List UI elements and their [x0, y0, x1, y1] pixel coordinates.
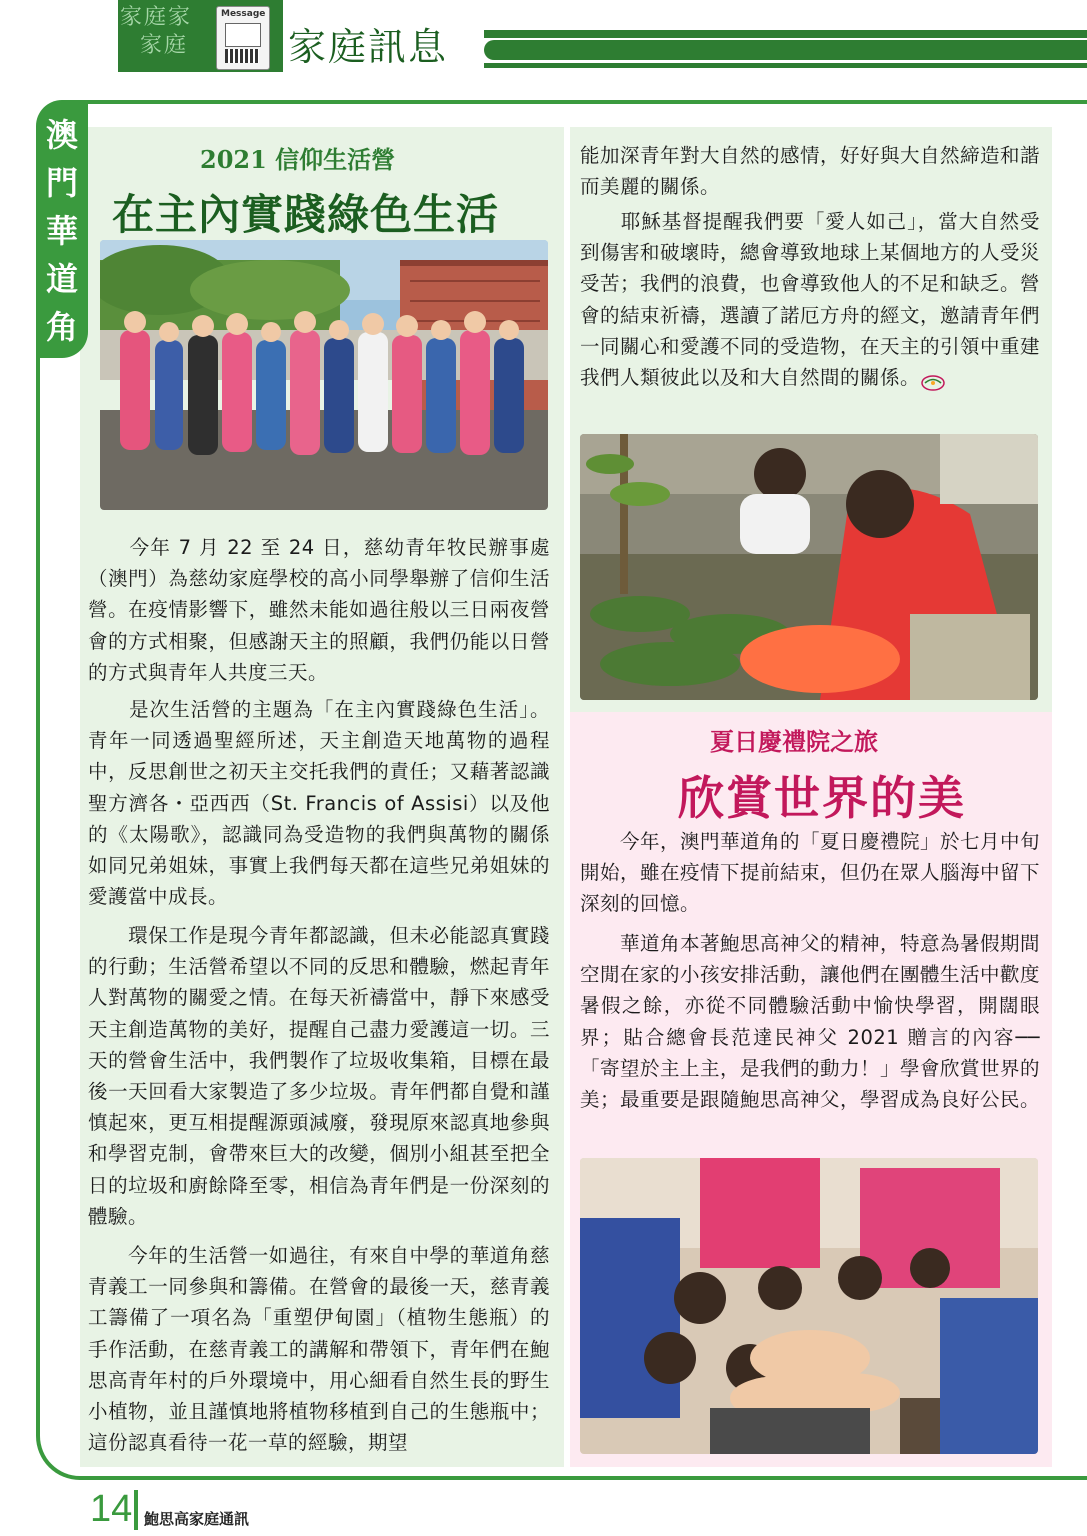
header-stripe-bottom [484, 63, 1087, 68]
article1-paragraph: 環保工作是現今青年都認識，但未必能認真實踐的行動；生活營希望以不同的反思和體驗，燃起青年人對萬物的關愛之情。在每天祈禱當中，靜下來感受天主創造萬物的美好，提醒自己盡力愛護這一切。三天的營會生活中，我們製作了垃圾收集箱，目標在最後一天回看大家製造了多少垃圾。青年們都自覺和謹慎起來，更互相提醒源頭減廢，發現原來認真地參與和學習克制，會帶來巨大的改變，個別小組甚至把全日的垃圾和廚餘降至零，相信為青年們是一份深刻的體驗。 [88, 924, 550, 1228]
barcode-icon [225, 49, 259, 63]
header-stripe [484, 40, 1087, 60]
article1-continued-paragraph: 能加深青年對大自然的感情，好好與大自然締造和諧而美麗的關係。 [580, 144, 1041, 199]
side-tab-char: 道 [45, 260, 78, 298]
message-card-icon [216, 6, 270, 70]
header-deco-line1: 家庭家 [120, 5, 193, 30]
planting-photo [580, 434, 1038, 700]
group-photo [100, 240, 548, 510]
section-title: 家庭訊息 [288, 25, 449, 69]
article2-subtitle: 夏日慶禮院之旅 [710, 728, 878, 756]
header-deco-line2: 家庭 [140, 33, 189, 58]
side-tab-char: 澳 [45, 116, 78, 154]
team-hands-photo [580, 1158, 1038, 1454]
header-decoration [120, 4, 230, 68]
article1-subtitle: 2021 信仰生活營 [200, 145, 396, 174]
article1-continued-text: 耶穌基督提醒我們要「愛人如己」，當大自然受到傷害和破壞時，總會導致地球上某個地方的人受災受苦；我們的浪費，也會導致他人的不足和缺乏。營會的結束祈禱，選讀了諾厄方舟的經文，邀請青年們一同關心和愛護不同的受造物，在天主的引領中重建我們人類彼此以及和大自然間的關係。 [580, 210, 1041, 390]
side-tab-char: 門 [45, 164, 78, 202]
message-box [225, 23, 261, 47]
page-number: 14 [90, 1488, 133, 1530]
footer-divider [134, 1490, 138, 1530]
article1-paragraph: 是次生活營的主題為「在主內實踐綠色生活」。青年一同透過聖經所述，天主創造天地萬物的過程中，反思創世之初天主交托我們的責任；又藉著認識聖方濟各・亞西西（St. Francis of Assisi）以及他的《太陽歌》，認識同為受造物的我們與萬物的關係如同兄弟姐妹，事實上我們每天都在這些兄弟姐妹的愛護當中成長。 [88, 698, 550, 909]
article1-continued-paragraph [580, 206, 1040, 393]
side-tab-char: 華 [45, 212, 78, 250]
message-label: Message [221, 9, 266, 19]
publication-name: 鮑思高家庭通訊 [144, 1510, 250, 1528]
article1-title: 在主內實踐綠色生活 [112, 190, 500, 239]
side-tab [36, 100, 88, 358]
end-mark-icon [920, 370, 946, 388]
header-stripe-top [484, 30, 1087, 38]
article2-paragraph: 今年，澳門華道角的「夏日慶禮院」於七月中旬開始，雖在疫情下提前結束，但仍在眾人腦海中留下深刻的回憶。 [580, 830, 1041, 916]
article1-paragraph: 今年的生活營一如過往，有來自中學的華道角慈青義工一同參與和籌備。在營會的最後一天，慈青義工籌備了一項名為「重塑伊甸園」（植物生態瓶）的手作活動，在慈青義工的講解和帶領下，青年們在鮑思高青年村的戶外環境中，用心細看自然生長的野生小植物，並且謹慎地將植物移植到自己的生態瓶中；這份認真看待一花一草的經驗，期望 [88, 1244, 550, 1455]
article2-paragraph: 華道角本著鮑思高神父的精神，特意為暑假期間空閒在家的小孩安排活動，讓他們在團體生活中歡度暑假之餘，亦從不同體驗活動中愉快學習，開闊眼界；貼合總會長范達民神父 2021 贈言的內容──「寄望於主上主，是我們的動力！」學會欣賞世界的美；最重要是跟隨鮑思高神父，學習成為良好公民。 [580, 932, 1041, 1112]
article1-paragraph: 今年 7 月 22 至 24 日，慈幼青年牧民辦事處（澳門）為慈幼家庭學校的高小同學舉辦了信仰生活營。在疫情影響下，雖然未能如過往般以三日兩夜營會的方式相聚，但感謝天主的照顧，我們仍能以日營的方式與青年人共度三天。 [88, 536, 550, 684]
side-tab-char: 角 [45, 308, 78, 346]
article2-title: 欣賞世界的美 [678, 771, 966, 825]
